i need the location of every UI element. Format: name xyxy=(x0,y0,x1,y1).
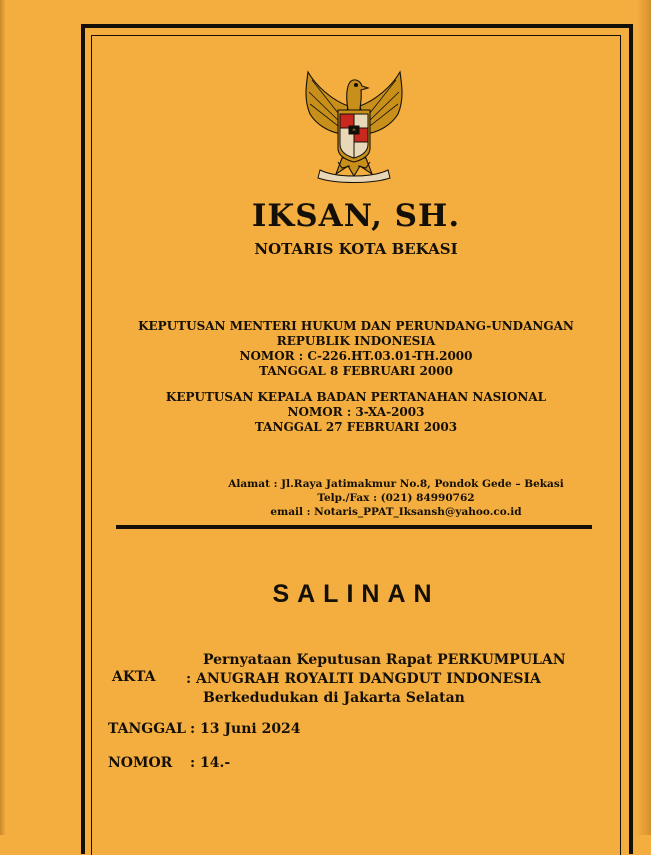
decree-land-agency-date: TANGGAL 27 FEBRUARI 2003 xyxy=(254,420,458,434)
decree-ministry-date: TANGGAL 8 FEBRUARI 2000 xyxy=(259,364,453,378)
decree-land-agency-block xyxy=(91,390,621,435)
akta-label: AKTA xyxy=(112,669,156,685)
nomor-value: : 14.- xyxy=(190,755,231,771)
scan-edge-left xyxy=(0,0,6,835)
contact-address: Alamat : Jl.Raya Jatimakmur No.8, Pondok Gede – Bekasi xyxy=(228,478,564,490)
scan-edge-right xyxy=(637,0,651,835)
decree-ministry-number: NOMOR : C-226.HT.03.01-TH.2000 xyxy=(239,349,473,363)
akta-line3: Berkedudukan di Jakarta Selatan xyxy=(203,690,465,706)
notary-title: NOTARIS KOTA BEKASI xyxy=(254,240,458,258)
garuda-pancasila-emblem-icon xyxy=(298,66,410,184)
akta-description xyxy=(186,651,566,708)
akta-line2: : ANUGRAH ROYALTI DANGDUT INDONESIA xyxy=(186,671,541,687)
akta-line1: Pernyataan Keputusan Rapat PERKUMPULAN xyxy=(203,652,566,668)
nomor-label: NOMOR xyxy=(108,755,173,771)
decree-land-agency-line1: KEPUTUSAN KEPALA BADAN PERTANAHAN NASIONAL xyxy=(165,390,547,404)
decree-ministry-line1: KEPUTUSAN MENTERI HUKUM DAN PERUNDANG-UNDANGAN xyxy=(138,319,574,333)
contact-phone: Telp./Fax : (021) 84990762 xyxy=(317,492,475,504)
decree-ministry-line2: REPUBLIK INDONESIA xyxy=(276,334,436,348)
document-type-heading: SALINAN xyxy=(272,580,440,608)
tanggal-label: TANGGAL xyxy=(108,721,186,737)
tanggal-value: : 13 Juni 2024 xyxy=(190,721,301,737)
horizontal-divider xyxy=(116,525,592,529)
decree-land-agency-number: NOMOR : 3-XA-2003 xyxy=(287,405,425,419)
decree-ministry-block xyxy=(91,319,621,379)
notary-name: IKSAN, SH. xyxy=(251,198,461,234)
contact-block xyxy=(216,477,576,519)
contact-email: email : Notaris_PPAT_Iksansh@yahoo.co.id xyxy=(270,506,522,518)
